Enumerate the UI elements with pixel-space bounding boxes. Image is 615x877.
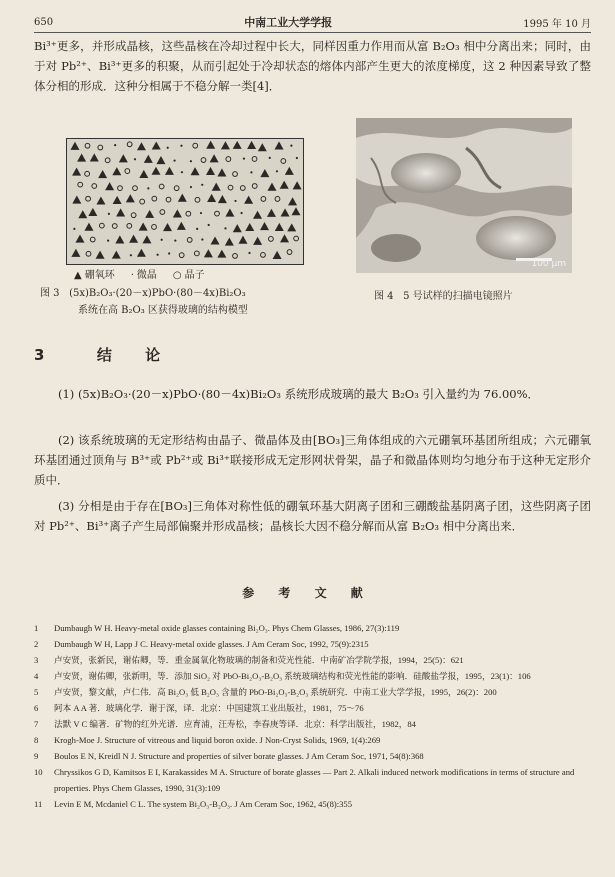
reference-item: 8 Krogh-Moe J. Structure of vitreous and liquid boron oxide. J Non-Cryst Solids, 1969, 1(4):269 — [34, 735, 381, 745]
crystallite-mark — [294, 236, 299, 241]
boroxol-ring-mark — [151, 167, 160, 175]
crystallite-mark — [140, 199, 145, 204]
crystallite-mark — [118, 186, 123, 191]
microcrystal-mark — [108, 213, 110, 215]
crystallite-mark — [261, 197, 266, 202]
crystallite-mark — [275, 197, 280, 202]
boroxol-ring-mark — [163, 223, 172, 231]
crystallite-mark — [187, 238, 192, 243]
reference-item: 4 卢安贤，谢佑卿，张新明，等．添加 SiO₂ 对 PbO-Bi₂O₃-B₂O₃ 系统玻璃结构和荧光性能的影响．硅酸盐学报，1995，23(1)：106 — [34, 671, 531, 681]
boroxol-ring-mark — [139, 170, 148, 178]
crystallite-mark — [78, 182, 83, 187]
crystallite-mark — [215, 211, 220, 216]
boroxol-ring-mark — [77, 154, 86, 162]
figure-3-model — [66, 138, 304, 265]
microcrystal-mark — [174, 239, 176, 241]
legend-item-crystallite: ○ 晶子 — [172, 270, 205, 281]
boroxol-ring-mark — [105, 182, 114, 190]
crystallite-mark — [252, 157, 257, 162]
reference-item: 1 Dumbaugh W H. Heavy-metal oxide glasses containing Bi₂O₃. Phys Chem Glasses, 1986, 27(3):119 — [34, 623, 400, 633]
crystallite-mark — [85, 143, 90, 148]
microcrystal-mark — [190, 186, 192, 188]
microcrystal-mark — [200, 212, 202, 214]
boroxol-ring-mark — [260, 222, 269, 230]
boroxol-ring-mark — [116, 208, 125, 216]
boroxol-ring-mark — [285, 167, 294, 175]
section-number: 3 — [34, 346, 59, 364]
microcrystal-mark — [114, 144, 116, 146]
boroxol-ring-mark — [207, 194, 216, 202]
reference-item: 6 阿本 A A 著．玻璃化学．谢于深，译．北京：中国建筑工业出版社，1981，75～76 — [34, 703, 364, 713]
figure-4-caption-text: 5 号试样的扫描电镜照片 — [403, 291, 513, 302]
boroxol-ring-mark — [70, 142, 79, 150]
crystallite-mark — [92, 184, 97, 189]
boroxol-ring-mark — [142, 235, 151, 243]
crystallite-mark — [174, 186, 179, 191]
microcrystal-mark — [201, 184, 203, 186]
crystallite-mark — [127, 142, 132, 147]
running-header — [34, 14, 591, 30]
boroxol-ring-mark — [273, 251, 282, 259]
microcrystal-mark — [107, 240, 109, 242]
boroxol-ring-mark — [137, 249, 146, 257]
boroxol-ring-mark — [210, 154, 219, 162]
boroxol-ring-mark — [221, 141, 230, 149]
boroxol-ring-mark — [275, 141, 284, 149]
crystallite-mark — [194, 251, 199, 256]
boroxol-ring-mark — [145, 210, 154, 218]
reference-item: 9 Boulos E N, Kreidl N J. Structure and properties of silver borate glasses. J Am Ceram Soc, 1971, 54(8):368 — [34, 751, 424, 761]
boroxol-ring-mark — [225, 237, 234, 245]
boroxol-ring-mark — [212, 183, 221, 191]
boroxol-ring-mark — [144, 155, 153, 163]
crystallite-mark — [193, 143, 198, 148]
microcrystal-mark — [243, 157, 245, 159]
reference-item: 11 Levin E M, Mcdaniel C L. The system Bi₂O₃-B₂O₃. J Am Ceram Soc, 1962, 45(8):355 — [34, 799, 353, 809]
crystallite-mark — [281, 159, 286, 164]
legend-item-boroxol: ▲ 硼氧环 — [74, 270, 115, 281]
boroxol-ring-mark — [112, 251, 121, 259]
boroxol-ring-mark — [96, 196, 105, 204]
boroxol-ring-mark — [267, 209, 276, 217]
boroxol-ring-mark — [98, 170, 107, 178]
conclusion-2: (2) 该系统玻璃的无定形结构由晶子、微晶体及由[BO₃]三角体组成的六元硼氧环基团所组成；六元硼氧环基团通过顶角与 B³⁺或 Pb²⁺或 Bi³⁺联接形成无定形网状骨架，晶子和微晶体则均匀地分布于这种无定形介质中． — [34, 433, 591, 487]
boroxol-ring-mark — [217, 250, 226, 258]
crystallite-mark — [186, 211, 191, 216]
boroxol-ring-mark — [115, 235, 124, 243]
microcrystal-mark — [196, 228, 198, 230]
boroxol-ring-mark — [287, 223, 296, 231]
microcrystal-mark — [269, 157, 271, 159]
microcrystal-mark — [290, 145, 292, 147]
crystallite-mark — [131, 213, 136, 218]
boroxol-ring-mark — [291, 207, 300, 215]
boroxol-ring-mark — [280, 181, 289, 189]
boroxol-ring-mark — [206, 167, 215, 175]
crystallite-mark — [261, 252, 266, 257]
crystallite-mark — [98, 145, 103, 150]
crystallite-mark — [269, 237, 274, 242]
boroxol-ring-mark — [156, 156, 165, 164]
microcrystal-mark — [180, 145, 182, 147]
microcrystal-mark — [157, 254, 159, 256]
journal-title: 中南工业大学学报 — [244, 16, 333, 29]
crystallite-mark — [240, 186, 245, 191]
microcrystal-mark — [147, 187, 149, 189]
crystallite-mark — [201, 158, 206, 163]
page-number: 650 — [34, 16, 54, 28]
references-list — [34, 620, 591, 812]
boroxol-ring-mark — [126, 194, 135, 202]
reference-item: 7 法默 V C 编著．矿物的红外光谱．应育浦，汪寿松，李春庚等译．北京：科学出版社，1982，84 — [34, 719, 416, 729]
boroxol-ring-mark — [90, 153, 99, 161]
microcrystal-mark — [248, 252, 250, 254]
microcrystal-mark — [240, 212, 242, 214]
figure-4-sem-photo — [356, 118, 572, 273]
boroxol-ring-mark — [112, 167, 121, 175]
crystallite-mark — [287, 250, 292, 255]
microcrystal-mark — [167, 147, 169, 149]
crystallite-mark — [228, 185, 233, 190]
crystallite-mark — [127, 223, 132, 228]
crystallite-mark — [90, 237, 95, 242]
figure-3-caption-line2: 系统在高 B₂O₃ 区获得玻璃的结构模型 — [78, 305, 248, 316]
microcrystal-mark — [234, 200, 236, 202]
boroxol-ring-mark — [288, 197, 297, 205]
crystallite-mark — [195, 197, 200, 202]
boroxol-ring-mark — [293, 181, 302, 189]
boroxol-ring-mark — [233, 224, 242, 232]
microcrystal-mark — [276, 170, 278, 172]
boroxol-ring-mark — [253, 211, 262, 219]
sem-image — [356, 118, 572, 273]
boroxol-ring-mark — [238, 236, 247, 244]
legend-item-microcrystal: · 微晶 — [130, 270, 157, 281]
figure-3-legend — [74, 266, 205, 281]
boroxol-ring-mark — [280, 234, 289, 242]
boroxol-ring-mark — [96, 251, 105, 259]
microcrystal-mark — [224, 227, 226, 229]
references-heading: 参 考 文 献 — [242, 586, 373, 600]
boroxol-ring-mark — [71, 249, 80, 257]
crystallite-mark — [233, 254, 238, 259]
boroxol-ring-mark — [260, 169, 269, 177]
boroxol-ring-mark — [139, 222, 148, 230]
crystallite-mark — [99, 223, 104, 228]
reference-item: 2 Dumbaugh W H, Lapp J C. Heavy-metal oxide glasses. J Am Ceram Soc, 1992, 75(9):2315 — [34, 639, 369, 649]
header-rule — [34, 32, 591, 33]
boroxol-ring-mark — [152, 141, 161, 149]
boroxol-ring-mark — [218, 195, 227, 203]
figure-4-caption — [374, 287, 513, 302]
figure-4-label: 图 4 — [374, 291, 394, 302]
crystallite-mark — [112, 224, 117, 229]
microcrystal-mark — [250, 171, 252, 173]
boroxol-ring-mark — [137, 142, 146, 150]
boroxol-ring-mark — [245, 223, 254, 231]
crystallite-mark — [133, 186, 138, 191]
boroxol-ring-mark — [253, 237, 262, 245]
boroxol-ring-mark — [173, 209, 182, 217]
boroxol-ring-mark — [113, 196, 122, 204]
crystallite-mark — [125, 169, 130, 174]
crystallite-mark — [152, 196, 157, 201]
boroxol-ring-mark — [233, 141, 242, 149]
crystallite-mark — [252, 184, 257, 189]
intro-paragraph: Bi³⁺更多，并形成晶核，这些晶核在冷却过程中长大，同样因重力作用而从富 B₂O₃ 相中分离出来；同时，由于对 Pb²⁺、Bi³⁺更多的积聚，从而引起处于冷却状态的熔体内部产生更大的浓度梯度，这 2 种因素导致了整体分相的形成．这种分相属于不稳分解一类[4]． — [34, 39, 591, 93]
crystallite-mark — [233, 172, 238, 177]
boroxol-ring-mark — [84, 223, 93, 231]
scale-bar-label: 100 μm — [531, 259, 566, 269]
microcrystal-mark — [173, 159, 175, 161]
boroxol-ring-mark — [244, 196, 253, 204]
structure-model-drawing — [67, 139, 303, 264]
crystallite-mark — [166, 197, 171, 202]
boroxol-ring-mark — [225, 209, 234, 217]
reference-item: 10 Chryssikos G D, Kamitsos E I, Karakassides M A. Structure of borate glasses — Part 2. Alkali induced network modifications in terms of structure and properties. Phys Chem Glasses, 1990, 31(3):109 — [34, 767, 575, 793]
boroxol-ring-mark — [75, 234, 84, 242]
reference-item: 5 卢安贤，黎文献，卢仁伟．高 Bi₂O₃ 低 B₂O₃ 含量的 PbO-Bi₂O₃-B₂O₃ 系统研究．中南工业大学学报，1995，26(2)：200 — [34, 687, 497, 697]
boroxol-ring-mark — [267, 183, 276, 191]
boroxol-ring-mark — [211, 236, 220, 244]
boroxol-ring-mark — [258, 143, 267, 151]
boroxol-ring-mark — [165, 167, 174, 175]
boroxol-ring-mark — [119, 154, 128, 162]
microcrystal-mark — [134, 158, 136, 160]
crystallite-mark — [85, 171, 90, 176]
figure-3-caption — [40, 285, 340, 319]
crystallite-mark — [159, 184, 164, 189]
boroxol-ring-mark — [275, 223, 284, 231]
boroxol-ring-mark — [217, 168, 226, 176]
microcrystal-mark — [168, 252, 170, 254]
reference-item: 3 卢安贤，张新民，谢佑卿，等．重金属氧化物玻璃的制备和荧光性能．中南矿冶学院学报，1994，25(5)：621 — [34, 655, 464, 665]
microcrystal-mark — [161, 239, 163, 241]
issue-date: 1995 年 10 月 — [523, 18, 591, 30]
boroxol-ring-mark — [177, 222, 186, 230]
microcrystal-mark — [296, 157, 298, 159]
boroxol-ring-mark — [206, 141, 215, 149]
boroxol-ring-mark — [72, 168, 81, 176]
microcrystal-mark — [208, 224, 210, 226]
microcrystal-mark — [73, 228, 75, 230]
boroxol-ring-mark — [78, 210, 87, 218]
microcrystal-mark — [181, 171, 183, 173]
boroxol-ring-mark — [88, 208, 97, 216]
section-title: 结 论 — [96, 346, 175, 364]
boroxol-ring-mark — [72, 196, 81, 204]
boroxol-ring-mark — [204, 249, 213, 257]
conclusion-1: (1) (5x)B₂O₃·(20－x)PbO·(80－4x)Bi₂O₃ 系统形成玻璃的最大 B₂O₃ 引入量约为 76.00%． — [58, 387, 540, 401]
crystallite-mark — [86, 196, 91, 201]
figure-3-caption-line1: (5x)B₂O₃·(20－x)PbO·(80－4x)Bi₂O₃ — [69, 288, 246, 299]
microcrystal-mark — [190, 160, 192, 162]
crystallite-mark — [152, 225, 157, 230]
crystallite-mark — [179, 253, 184, 258]
figure-3-label: 图 3 — [40, 288, 60, 299]
microcrystal-mark — [201, 238, 203, 240]
boroxol-ring-mark — [129, 235, 138, 243]
conclusion-3: (3) 分相是由于存在[BO₃]三角体对称性低的硼氧环基大阴离子团和三硼酸盐基阴离子团，这些阴离子团对 Pb²⁺、Bi³⁺离子产生局部偏聚并形成晶核；晶核长大因不稳分解而从富 B₂O₃ 相中分离出来． — [34, 499, 591, 533]
crystallite-mark — [86, 251, 91, 256]
boroxol-ring-mark — [178, 194, 187, 202]
crystallite-mark — [160, 210, 165, 215]
section-heading — [34, 344, 174, 365]
microcrystal-mark — [130, 254, 132, 256]
boroxol-ring-mark — [247, 141, 256, 149]
boroxol-ring-mark — [191, 167, 200, 175]
crystallite-mark — [105, 158, 110, 163]
crystallite-mark — [226, 157, 231, 162]
boroxol-ring-mark — [281, 208, 290, 216]
